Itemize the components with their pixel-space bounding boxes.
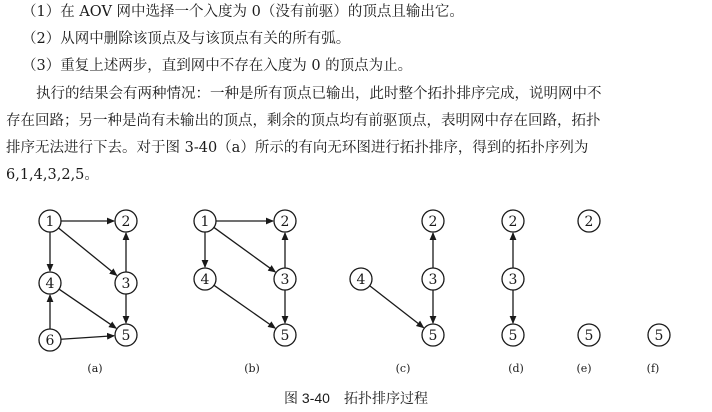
node-label: 5 [428,328,438,344]
edge-arrow [59,228,117,275]
node-label: 5 [121,328,131,344]
figure-title: 拓扑排序过程 [343,391,428,407]
step-3: （3）重复上述两步，直到网中不存在入度为 0 的顶点为止。 [22,58,413,74]
figure-panel [502,210,524,375]
node-label: 3 [280,272,290,288]
figure-number: 图 3-40 [284,390,330,406]
panel-label: (e) [576,362,592,375]
node-label: 3 [428,272,438,288]
step-1: （1）在 AOV 网中选择一个入度为 0（没有前驱）的顶点且输出它。 [22,4,464,20]
node-label: 2 [121,214,131,230]
figure-caption [0,388,712,408]
node-label: 3 [121,276,131,292]
figure-panel [350,210,444,375]
node-label: 4 [45,276,55,292]
figure-panel [576,210,600,375]
node-label: 4 [200,272,210,288]
step-2: （2）从网中删除该顶点及与该顶点有关的所有弧。 [22,31,351,47]
node-label: 2 [280,214,290,230]
edge-arrow [370,286,424,328]
node-label: 5 [584,328,594,344]
edge-arrow [59,289,116,328]
node-label: 1 [45,214,55,230]
node-label: 5 [654,328,664,344]
paragraph-line-3: 排序无法进行下去。对于图 3-40（a）所示的有向无环图进行拓扑排序，得到的拓扑序列为 [6,140,589,156]
panel-label: (a) [87,362,103,375]
paragraph-line-1: 执行的结果会有两种情况：一种是所有顶点已输出，此时整个拓扑排序完成，说明网中不 [36,86,602,102]
panel-label: (d) [508,362,524,375]
node-label: 6 [45,333,55,349]
panel-label: (f) [646,362,660,375]
figure-panel [39,210,137,375]
node-label: 2 [508,214,518,230]
panel-label: (c) [395,362,411,375]
edge-arrow [61,336,114,339]
edge-arrow [214,227,275,271]
edge-arrow [214,285,275,328]
node-label: 5 [280,328,290,344]
node-label: 3 [508,272,518,288]
node-label: 4 [356,272,366,288]
panel-label: (b) [244,362,260,375]
paragraph-line-2: 存在回路；另一种是尚有未输出的顶点，剩余的顶点均有前驱顶点，表明网中存在回路，拓扑 [6,113,601,129]
paragraph-line-4: 6,1,4,3,2,5。 [6,167,99,183]
node-label: 5 [508,328,518,344]
node-label: 2 [428,214,438,230]
figure-panel [647,324,670,375]
figure-panel [194,210,296,375]
node-label: 2 [584,214,594,230]
node-label: 1 [200,214,210,230]
